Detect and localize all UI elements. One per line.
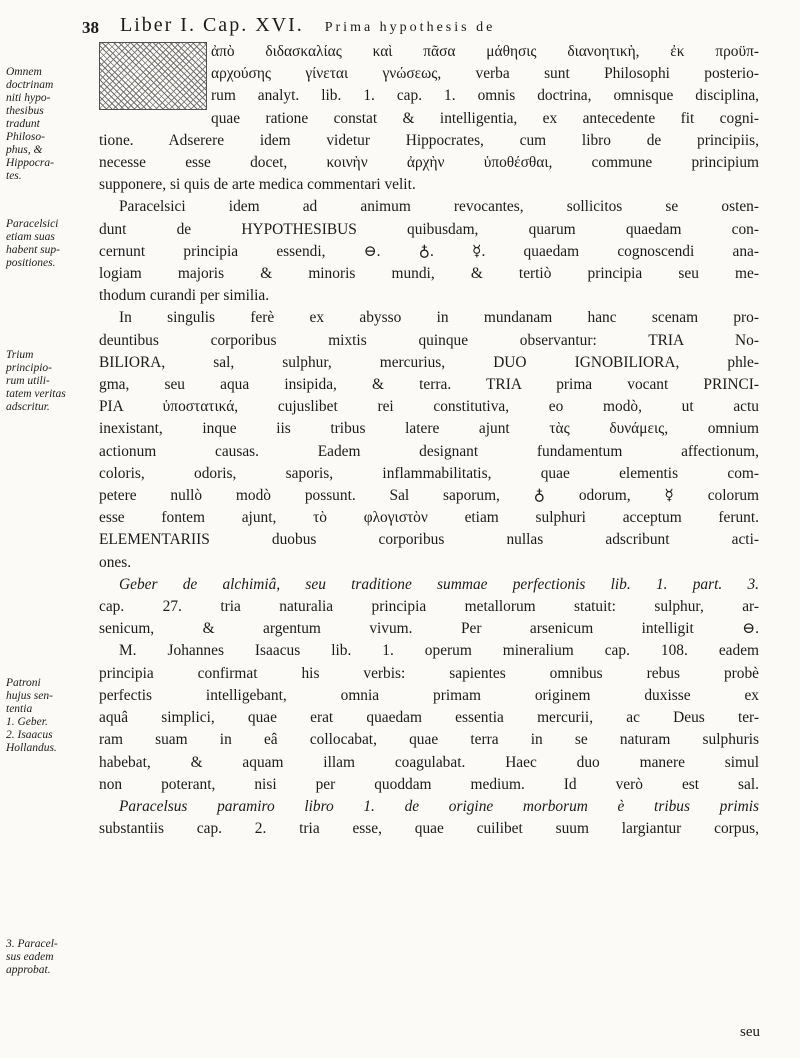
text-line: necesse esse docet, κοινὴν ἀρχὴν ὑποθέσθαι, commune principium: [99, 154, 759, 172]
margin-note-2: Paracelsici etiam suas habent sup- positiones.: [6, 218, 60, 269]
text-line: Paracelsici idem ad animum revocantes, sollicitos se osten-: [119, 198, 759, 216]
margin-note-3: Trium principio- rum utili- tatem veritas adscritur.: [6, 349, 66, 413]
text-line: ἀπὸ διδασκαλίας καὶ πᾶσα μάθησις διανοητικὴ, ἐκ προϋπ-: [211, 43, 759, 60]
text-line: perfectis intelligebant, omnia primam originem duxisse ex: [99, 686, 759, 704]
text-line: ones.: [99, 553, 132, 571]
text-line: principia confirmat his verbis: sapientes omnibus rebus probè: [99, 664, 759, 682]
text-line: thodum curandi per similia.: [99, 287, 270, 305]
text-line: inexistant, inque iis tribus latere ajunt τὰς δυνάμεις, omnium: [99, 420, 759, 438]
text-line: M. Johannes Isaacus lib. 1. operum mineralium cap. 108. eadem: [119, 642, 759, 660]
catchword: seu: [740, 1024, 760, 1040]
margin-note-4: Patroni hujus sen- tentia 1. Geber. 2. Isaacus Hollandus.: [6, 677, 57, 754]
text-line: petere nullò modò possunt. Sal saporum, ♁ odorum, ☿ colorum: [99, 487, 759, 505]
text-line: esse fontem ajunt, τὸ φλογιστὸν etiam sulphuri acceptum ferunt.: [99, 509, 759, 527]
text-line: supponere, si quis de arte medica commentari velit.: [99, 176, 416, 194]
text-line: BILIORA, sal, sulphur, mercurius, DUO IGNOBILIORA, phle-: [99, 353, 759, 371]
text-line: habebat, & aquam illam coagulabat. Haec duo manere simul: [99, 753, 759, 771]
running-subtitle: Prima hypothesis de: [324, 20, 496, 35]
text-line: PIA ὑποστατικά, cujuslibet rei constitutiva, eo modò, ut actu: [99, 398, 759, 416]
text-line: cernunt principia essendi, ⊖. ♁. ☿. quaedam cognoscendi ana-: [99, 242, 759, 260]
text-line: tione. Adserere idem videtur Hippocrates, cum libro de principiis,: [99, 131, 759, 149]
text-line: ELEMENTARIIS duobus corporibus nullas adscribunt acti-: [99, 531, 759, 549]
running-head: [112, 14, 752, 37]
text-line: actionum causas. Eadem designant fundamentum affectionum,: [99, 442, 759, 460]
text-line: substantiis cap. 2. tria esse, quae cuilibet suum largiantur corpus,: [99, 820, 759, 838]
text-line: gma, seu aqua insipida, & terra. TRIA prima vocant PRINCI-: [99, 376, 759, 394]
text-line: quae ratione constat & intelligentia, ex antecedente fit cogni-: [211, 109, 759, 127]
margin-note-5: 3. Paracel- sus eadem approbat.: [6, 938, 58, 976]
text-line: rum analyt. lib. 1. cap. 1. omnis doctrina, omnisque disciplina,: [211, 87, 759, 105]
text-line: coloris, odoris, saporis, inflammabilitatis, quae elementis com-: [99, 464, 759, 482]
text-line: Paracelsus paramiro libro 1. de origine morborum è tribus primis: [119, 797, 759, 815]
running-title: Liber I. Cap. XVI.: [120, 14, 304, 36]
text-line: αρχούσης γίνεται γνώσεως, verba sunt Philosophi posterio-: [211, 65, 759, 83]
text-line: cap. 27. tria naturalia principia metallorum statuit: sulphur, ar-: [99, 598, 759, 616]
page-number: 38: [82, 18, 99, 37]
text-line: logiam majoris & minoris mundi, & tertiò principia seu me-: [99, 265, 759, 283]
body-text: [99, 41, 759, 840]
margin-note-1: Omnem doctrinam niti hypo- thesibus tradunt Philoso- phus, & Hippocra- tes.: [6, 66, 54, 182]
text-line: ram suam in eâ collocabat, quae terra in se naturam sulphuris: [99, 731, 759, 749]
text-line: Geber de alchimiâ, seu traditione summae perfectionis lib. 1. part. 3.: [119, 575, 759, 593]
text-line: aquâ simplici, quae erat quaedam essentia mercurii, ac Deus ter-: [99, 709, 759, 727]
text-line: deuntibus corporibus mixtis quinque observantur: TRIA No-: [99, 331, 759, 349]
text-line: dunt de HYPOTHESIBUS quibusdam, quarum quaedam con-: [99, 220, 759, 238]
text-line: non poterant, nisi per quoddam medium. Id verò est sal.: [99, 775, 759, 793]
text-line: senicum, & argentum vivum. Per arsenicum intelligit ⊖.: [99, 620, 759, 638]
text-line: In singulis ferè ex abysso in mundanam hanc scenam pro-: [119, 309, 759, 327]
